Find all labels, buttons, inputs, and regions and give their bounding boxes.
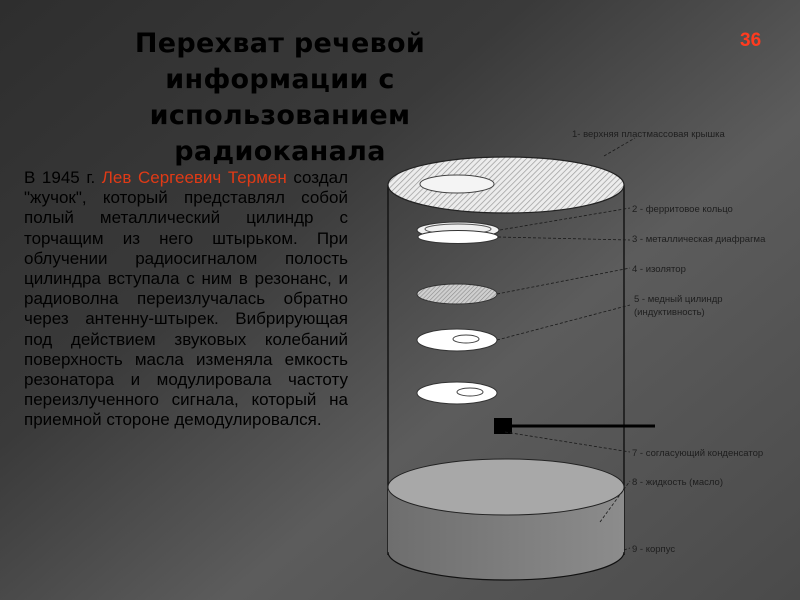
label-housing: 9 - корпус: [632, 544, 676, 555]
copper-cylinder: [417, 329, 497, 351]
label-lid: 1- верхняя пластмассовая крышка: [572, 129, 725, 140]
slide-number: 36: [740, 30, 762, 51]
body-text-intro: В 1945 г.: [24, 168, 102, 187]
label-insulator: 4 - изолятор: [632, 264, 686, 275]
oil-surface: [388, 459, 624, 515]
label-diaphragm: 3 - металлическая диафрагма: [632, 234, 766, 245]
label-inductance: (индуктивность): [634, 307, 705, 318]
label-capacitor: 7 - согласующий конденсатор: [632, 448, 764, 459]
label-copper-cylinder: 5 - медный цилиндр: [634, 294, 723, 305]
body-text-rest: создал "жучок", который представлял собой полый металлический цилиндр с торчащим из него штырьком. При облучении радиосигналом полость цилиндра вступала с ним в резонанс, и радиоволна переизлучалась обратно через антенну-штырек. Вибрирующая под действием звуковых колебаний поверхность масла изменяла емкость резонатора и модулировала частоту переизлученного сигнала, который на приемной стороне демодулировался.: [24, 168, 348, 430]
antenna-connector: [494, 418, 512, 434]
label-ferrite-ring: 2 - ферритовое кольцо: [632, 204, 733, 215]
highlighted-name: Лев Сергеевич Термен: [101, 168, 287, 187]
metal-diaphragm: [418, 231, 498, 244]
lid-inner-disc: [420, 175, 494, 193]
label-oil: 8 - жидкость (масло): [632, 477, 723, 488]
slide-title: Перехват речевой информации с использованием радиоканала: [134, 28, 426, 167]
insulator: [417, 284, 497, 304]
